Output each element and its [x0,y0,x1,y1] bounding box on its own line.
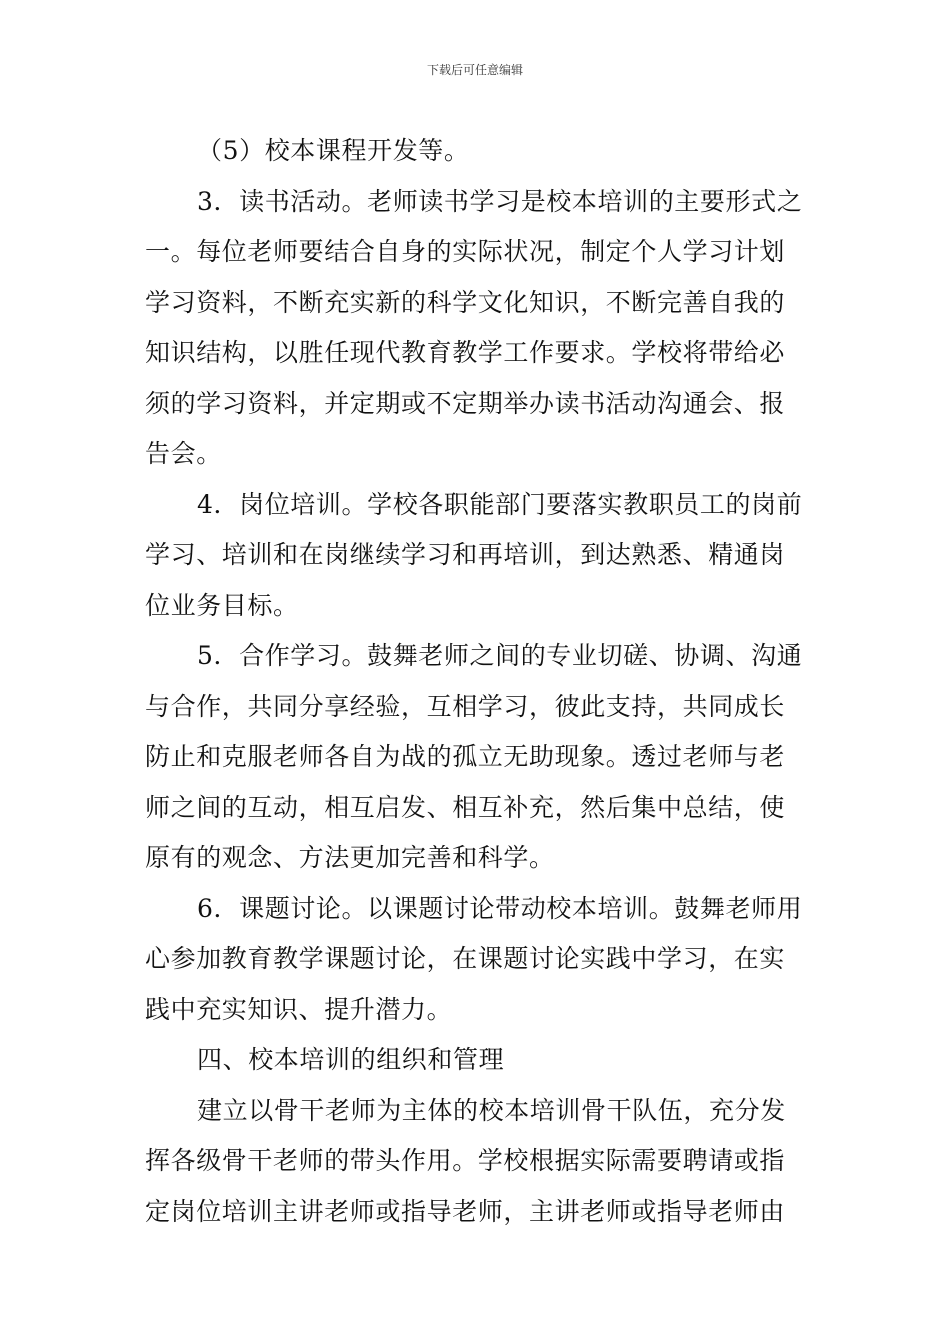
document-body [145,126,811,1237]
text-line: 5．合作学习。鼓舞老师之间的专业切磋、协调、沟通 [197,641,803,670]
text-line: （5）校本课程开发等。 [197,136,470,165]
text-line: 学习、培训和在岗继续学习和再培训，到达熟悉、精通岗 [145,540,786,569]
text-line: 建立以骨干老师为主体的校本培训骨干队伍，充分发 [197,1095,786,1125]
text-line: 一。每位老师要结合自身的实际状况，制定个人学习计划 [145,237,786,266]
text-line: 须的学习资料，并定期或不定期举办读书活动沟通会、报 [145,388,786,418]
text-line: 3．读书活动。老师读书学习是校本培训的主要形式之 [197,186,803,216]
text-line: 师之间的互动，相互启发、相互补充，然后集中总结，使 [145,792,786,822]
page-header: 下载后可任意编辑 [426,63,523,77]
text-line: 定岗位培训主讲老师或指导老师，主讲老师或指导老师由 [145,1196,786,1226]
text-line: 与合作，共同分享经验，互相学习，彼此支持，共同成长 [145,691,786,721]
text-line: 挥各级骨干老师的带头作用。学校根据实际需要聘请或指 [145,1146,786,1175]
text-line: 知识结构，以胜任现代教育教学工作要求。学校将带给必 [145,338,786,367]
text-line: 原有的观念、方法更加完善和科学。 [145,843,555,872]
text-line: 防止和克服老师各自为战的孤立无助现象。透过老师与老 [145,742,786,771]
text-line: 践中充实知识、提升潜力。 [145,994,453,1024]
text-line: 6．课题讨论。以课题讨论带动校本培训。鼓舞老师用 [197,893,803,923]
section-heading: 四、校本培训的组织和管理 [197,1045,505,1074]
text-line: 心参加教育教学课题讨论，在课题讨论实践中学习，在实 [145,944,786,973]
text-line: 4．岗位培训。学校各职能部门要落实教职员工的岗前 [197,489,803,519]
text-line: 告会。 [145,439,222,468]
text-line: 位业务目标。 [145,590,299,620]
text-line: 学习资料，不断充实新的科学文化知识，不断完善自我的 [145,287,786,317]
